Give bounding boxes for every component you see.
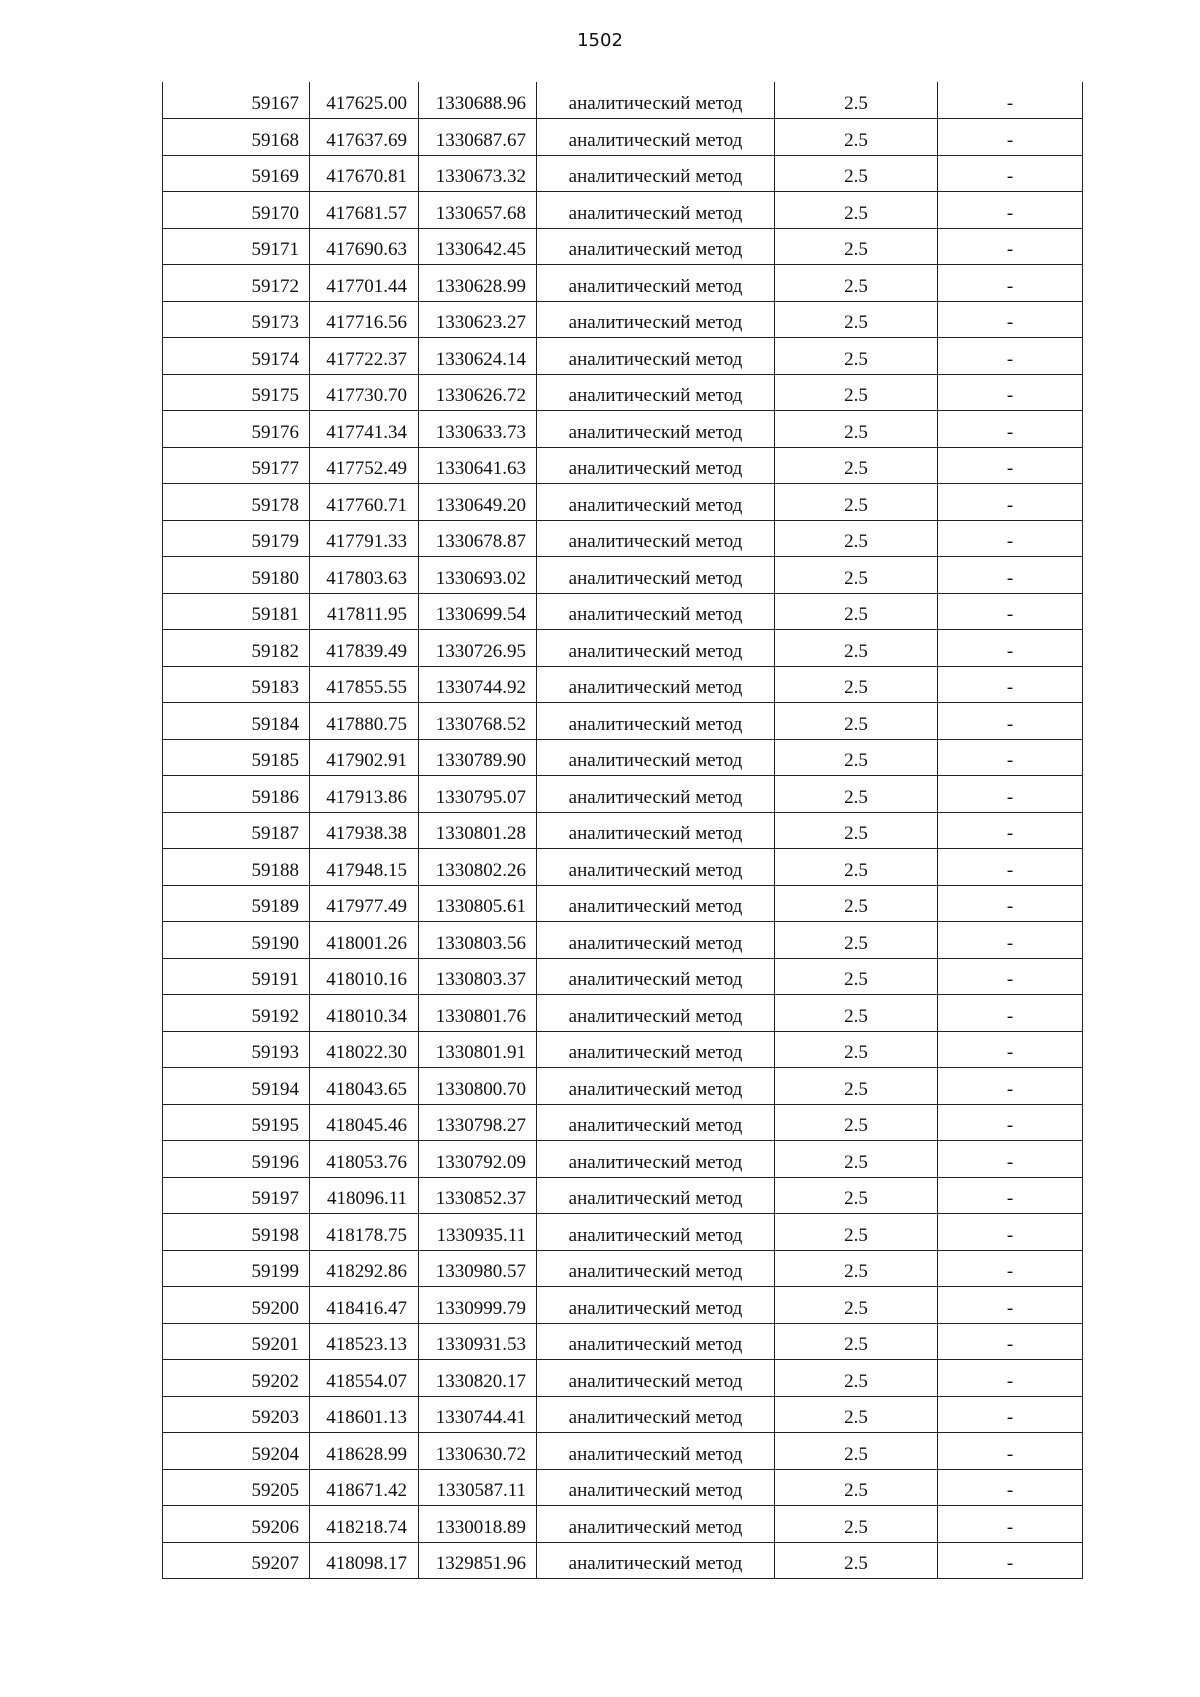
method-cell: аналитический метод bbox=[537, 1542, 775, 1579]
note-cell: - bbox=[938, 1323, 1083, 1360]
y-coordinate-cell: 1330744.41 bbox=[419, 1396, 537, 1433]
note-cell: - bbox=[938, 885, 1083, 922]
note-cell: - bbox=[938, 1506, 1083, 1543]
accuracy-cell: 2.5 bbox=[775, 447, 938, 484]
y-coordinate-cell: 1330018.89 bbox=[419, 1506, 537, 1543]
method-cell: аналитический метод bbox=[537, 776, 775, 813]
accuracy-cell: 2.5 bbox=[775, 922, 938, 959]
accuracy-cell: 2.5 bbox=[775, 1214, 938, 1251]
method-cell: аналитический метод bbox=[537, 1104, 775, 1141]
method-cell: аналитический метод bbox=[537, 1214, 775, 1251]
table-row bbox=[163, 447, 1083, 484]
point-number-cell: 59196 bbox=[163, 1141, 310, 1178]
x-coordinate-cell: 418045.46 bbox=[310, 1104, 419, 1141]
y-coordinate-cell: 1330693.02 bbox=[419, 557, 537, 594]
y-coordinate-cell: 1330935.11 bbox=[419, 1214, 537, 1251]
table-row bbox=[163, 374, 1083, 411]
table-row bbox=[163, 812, 1083, 849]
note-cell: - bbox=[938, 922, 1083, 959]
y-coordinate-cell: 1330628.99 bbox=[419, 265, 537, 302]
point-number-cell: 59204 bbox=[163, 1433, 310, 1470]
table-row bbox=[163, 520, 1083, 557]
coordinates-table bbox=[162, 82, 1083, 1579]
table-row bbox=[163, 1396, 1083, 1433]
note-cell: - bbox=[938, 1469, 1083, 1506]
note-cell: - bbox=[938, 411, 1083, 448]
y-coordinate-cell: 1330587.11 bbox=[419, 1469, 537, 1506]
accuracy-cell: 2.5 bbox=[775, 1068, 938, 1105]
method-cell: аналитический метод bbox=[537, 228, 775, 265]
method-cell: аналитический метод bbox=[537, 1506, 775, 1543]
table-row bbox=[163, 1214, 1083, 1251]
method-cell: аналитический метод bbox=[537, 265, 775, 302]
accuracy-cell: 2.5 bbox=[775, 1506, 938, 1543]
point-number-cell: 59206 bbox=[163, 1506, 310, 1543]
table-row bbox=[163, 995, 1083, 1032]
accuracy-cell: 2.5 bbox=[775, 1141, 938, 1178]
y-coordinate-cell: 1330624.14 bbox=[419, 338, 537, 375]
accuracy-cell: 2.5 bbox=[775, 849, 938, 886]
note-cell: - bbox=[938, 447, 1083, 484]
accuracy-cell: 2.5 bbox=[775, 411, 938, 448]
method-cell: аналитический метод bbox=[537, 1287, 775, 1324]
table-row bbox=[163, 885, 1083, 922]
accuracy-cell: 2.5 bbox=[775, 557, 938, 594]
y-coordinate-cell: 1330687.67 bbox=[419, 119, 537, 156]
point-number-cell: 59172 bbox=[163, 265, 310, 302]
table-row bbox=[163, 338, 1083, 375]
note-cell: - bbox=[938, 1031, 1083, 1068]
y-coordinate-cell: 1330801.91 bbox=[419, 1031, 537, 1068]
note-cell: - bbox=[938, 338, 1083, 375]
method-cell: аналитический метод bbox=[537, 1433, 775, 1470]
accuracy-cell: 2.5 bbox=[775, 1104, 938, 1141]
table-row bbox=[163, 1250, 1083, 1287]
x-coordinate-cell: 418292.86 bbox=[310, 1250, 419, 1287]
table-row bbox=[163, 1469, 1083, 1506]
y-coordinate-cell: 1330626.72 bbox=[419, 374, 537, 411]
accuracy-cell: 2.5 bbox=[775, 1177, 938, 1214]
x-coordinate-cell: 417716.56 bbox=[310, 301, 419, 338]
method-cell: аналитический метод bbox=[537, 155, 775, 192]
method-cell: аналитический метод bbox=[537, 411, 775, 448]
y-coordinate-cell: 1330630.72 bbox=[419, 1433, 537, 1470]
point-number-cell: 59178 bbox=[163, 484, 310, 521]
method-cell: аналитический метод bbox=[537, 1068, 775, 1105]
y-coordinate-cell: 1330801.28 bbox=[419, 812, 537, 849]
x-coordinate-cell: 418178.75 bbox=[310, 1214, 419, 1251]
point-number-cell: 59186 bbox=[163, 776, 310, 813]
point-number-cell: 59200 bbox=[163, 1287, 310, 1324]
method-cell: аналитический метод bbox=[537, 484, 775, 521]
y-coordinate-cell: 1330673.32 bbox=[419, 155, 537, 192]
note-cell: - bbox=[938, 593, 1083, 630]
note-cell: - bbox=[938, 119, 1083, 156]
method-cell: аналитический метод bbox=[537, 739, 775, 776]
note-cell: - bbox=[938, 630, 1083, 667]
x-coordinate-cell: 418218.74 bbox=[310, 1506, 419, 1543]
note-cell: - bbox=[938, 849, 1083, 886]
point-number-cell: 59192 bbox=[163, 995, 310, 1032]
method-cell: аналитический метод bbox=[537, 1396, 775, 1433]
note-cell: - bbox=[938, 1214, 1083, 1251]
accuracy-cell: 2.5 bbox=[775, 1250, 938, 1287]
y-coordinate-cell: 1330852.37 bbox=[419, 1177, 537, 1214]
y-coordinate-cell: 1329851.96 bbox=[419, 1542, 537, 1579]
table-row bbox=[163, 630, 1083, 667]
x-coordinate-cell: 417760.71 bbox=[310, 484, 419, 521]
point-number-cell: 59167 bbox=[163, 82, 310, 119]
note-cell: - bbox=[938, 666, 1083, 703]
point-number-cell: 59185 bbox=[163, 739, 310, 776]
method-cell: аналитический метод bbox=[537, 958, 775, 995]
table-row bbox=[163, 1542, 1083, 1579]
y-coordinate-cell: 1330699.54 bbox=[419, 593, 537, 630]
accuracy-cell: 2.5 bbox=[775, 301, 938, 338]
accuracy-cell: 2.5 bbox=[775, 593, 938, 630]
point-number-cell: 59170 bbox=[163, 192, 310, 229]
method-cell: аналитический метод bbox=[537, 885, 775, 922]
note-cell: - bbox=[938, 374, 1083, 411]
x-coordinate-cell: 418671.42 bbox=[310, 1469, 419, 1506]
accuracy-cell: 2.5 bbox=[775, 520, 938, 557]
table-row bbox=[163, 1506, 1083, 1543]
y-coordinate-cell: 1330678.87 bbox=[419, 520, 537, 557]
accuracy-cell: 2.5 bbox=[775, 192, 938, 229]
x-coordinate-cell: 417902.91 bbox=[310, 739, 419, 776]
method-cell: аналитический метод bbox=[537, 301, 775, 338]
method-cell: аналитический метод bbox=[537, 630, 775, 667]
accuracy-cell: 2.5 bbox=[775, 1031, 938, 1068]
y-coordinate-cell: 1330931.53 bbox=[419, 1323, 537, 1360]
accuracy-cell: 2.5 bbox=[775, 1360, 938, 1397]
table-row bbox=[163, 1360, 1083, 1397]
method-cell: аналитический метод bbox=[537, 922, 775, 959]
note-cell: - bbox=[938, 812, 1083, 849]
accuracy-cell: 2.5 bbox=[775, 995, 938, 1032]
accuracy-cell: 2.5 bbox=[775, 1469, 938, 1506]
x-coordinate-cell: 417880.75 bbox=[310, 703, 419, 740]
note-cell: - bbox=[938, 958, 1083, 995]
accuracy-cell: 2.5 bbox=[775, 1433, 938, 1470]
table-row bbox=[163, 593, 1083, 630]
y-coordinate-cell: 1330980.57 bbox=[419, 1250, 537, 1287]
x-coordinate-cell: 417791.33 bbox=[310, 520, 419, 557]
point-number-cell: 59174 bbox=[163, 338, 310, 375]
table-row bbox=[163, 1068, 1083, 1105]
x-coordinate-cell: 418601.13 bbox=[310, 1396, 419, 1433]
point-number-cell: 59188 bbox=[163, 849, 310, 886]
accuracy-cell: 2.5 bbox=[775, 739, 938, 776]
table-row bbox=[163, 1141, 1083, 1178]
x-coordinate-cell: 417752.49 bbox=[310, 447, 419, 484]
note-cell: - bbox=[938, 1542, 1083, 1579]
table-row bbox=[163, 922, 1083, 959]
point-number-cell: 59181 bbox=[163, 593, 310, 630]
table-row bbox=[163, 739, 1083, 776]
table-row bbox=[163, 849, 1083, 886]
y-coordinate-cell: 1330801.76 bbox=[419, 995, 537, 1032]
x-coordinate-cell: 417913.86 bbox=[310, 776, 419, 813]
point-number-cell: 59203 bbox=[163, 1396, 310, 1433]
point-number-cell: 59195 bbox=[163, 1104, 310, 1141]
accuracy-cell: 2.5 bbox=[775, 155, 938, 192]
method-cell: аналитический метод bbox=[537, 557, 775, 594]
accuracy-cell: 2.5 bbox=[775, 265, 938, 302]
table-row bbox=[163, 119, 1083, 156]
note-cell: - bbox=[938, 1177, 1083, 1214]
note-cell: - bbox=[938, 484, 1083, 521]
note-cell: - bbox=[938, 776, 1083, 813]
accuracy-cell: 2.5 bbox=[775, 630, 938, 667]
table-row bbox=[163, 301, 1083, 338]
method-cell: аналитический метод bbox=[537, 192, 775, 229]
note-cell: - bbox=[938, 520, 1083, 557]
table-row bbox=[163, 192, 1083, 229]
x-coordinate-cell: 417701.44 bbox=[310, 265, 419, 302]
y-coordinate-cell: 1330802.26 bbox=[419, 849, 537, 886]
x-coordinate-cell: 417803.63 bbox=[310, 557, 419, 594]
note-cell: - bbox=[938, 228, 1083, 265]
note-cell: - bbox=[938, 1360, 1083, 1397]
method-cell: аналитический метод bbox=[537, 849, 775, 886]
table-row bbox=[163, 411, 1083, 448]
y-coordinate-cell: 1330688.96 bbox=[419, 82, 537, 119]
y-coordinate-cell: 1330795.07 bbox=[419, 776, 537, 813]
accuracy-cell: 2.5 bbox=[775, 1287, 938, 1324]
note-cell: - bbox=[938, 995, 1083, 1032]
accuracy-cell: 2.5 bbox=[775, 82, 938, 119]
table-row bbox=[163, 557, 1083, 594]
method-cell: аналитический метод bbox=[537, 666, 775, 703]
x-coordinate-cell: 417730.70 bbox=[310, 374, 419, 411]
note-cell: - bbox=[938, 1104, 1083, 1141]
x-coordinate-cell: 417977.49 bbox=[310, 885, 419, 922]
note-cell: - bbox=[938, 703, 1083, 740]
table-row bbox=[163, 666, 1083, 703]
note-cell: - bbox=[938, 265, 1083, 302]
table-row bbox=[163, 1323, 1083, 1360]
x-coordinate-cell: 417741.34 bbox=[310, 411, 419, 448]
note-cell: - bbox=[938, 1141, 1083, 1178]
accuracy-cell: 2.5 bbox=[775, 1323, 938, 1360]
y-coordinate-cell: 1330642.45 bbox=[419, 228, 537, 265]
point-number-cell: 59202 bbox=[163, 1360, 310, 1397]
table-row bbox=[163, 1433, 1083, 1470]
x-coordinate-cell: 417670.81 bbox=[310, 155, 419, 192]
table-row bbox=[163, 265, 1083, 302]
accuracy-cell: 2.5 bbox=[775, 374, 938, 411]
x-coordinate-cell: 418628.99 bbox=[310, 1433, 419, 1470]
point-number-cell: 59198 bbox=[163, 1214, 310, 1251]
method-cell: аналитический метод bbox=[537, 1141, 775, 1178]
accuracy-cell: 2.5 bbox=[775, 958, 938, 995]
y-coordinate-cell: 1330657.68 bbox=[419, 192, 537, 229]
x-coordinate-cell: 417690.63 bbox=[310, 228, 419, 265]
method-cell: аналитический метод bbox=[537, 447, 775, 484]
accuracy-cell: 2.5 bbox=[775, 812, 938, 849]
y-coordinate-cell: 1330803.37 bbox=[419, 958, 537, 995]
x-coordinate-cell: 417839.49 bbox=[310, 630, 419, 667]
accuracy-cell: 2.5 bbox=[775, 1396, 938, 1433]
table-row bbox=[163, 703, 1083, 740]
table-row bbox=[163, 1287, 1083, 1324]
x-coordinate-cell: 418053.76 bbox=[310, 1141, 419, 1178]
method-cell: аналитический метод bbox=[537, 338, 775, 375]
method-cell: аналитический метод bbox=[537, 82, 775, 119]
x-coordinate-cell: 417625.00 bbox=[310, 82, 419, 119]
x-coordinate-cell: 418098.17 bbox=[310, 1542, 419, 1579]
accuracy-cell: 2.5 bbox=[775, 484, 938, 521]
method-cell: аналитический метод bbox=[537, 1031, 775, 1068]
x-coordinate-cell: 418010.16 bbox=[310, 958, 419, 995]
point-number-cell: 59207 bbox=[163, 1542, 310, 1579]
point-number-cell: 59205 bbox=[163, 1469, 310, 1506]
table-row bbox=[163, 484, 1083, 521]
y-coordinate-cell: 1330623.27 bbox=[419, 301, 537, 338]
point-number-cell: 59191 bbox=[163, 958, 310, 995]
table-row bbox=[163, 1104, 1083, 1141]
note-cell: - bbox=[938, 1250, 1083, 1287]
x-coordinate-cell: 418010.34 bbox=[310, 995, 419, 1032]
x-coordinate-cell: 417811.95 bbox=[310, 593, 419, 630]
y-coordinate-cell: 1330633.73 bbox=[419, 411, 537, 448]
point-number-cell: 59184 bbox=[163, 703, 310, 740]
table-row bbox=[163, 1031, 1083, 1068]
accuracy-cell: 2.5 bbox=[775, 666, 938, 703]
method-cell: аналитический метод bbox=[537, 812, 775, 849]
point-number-cell: 59169 bbox=[163, 155, 310, 192]
point-number-cell: 59183 bbox=[163, 666, 310, 703]
note-cell: - bbox=[938, 301, 1083, 338]
table-body bbox=[163, 82, 1083, 1579]
x-coordinate-cell: 418001.26 bbox=[310, 922, 419, 959]
y-coordinate-cell: 1330792.09 bbox=[419, 1141, 537, 1178]
note-cell: - bbox=[938, 1068, 1083, 1105]
point-number-cell: 59180 bbox=[163, 557, 310, 594]
accuracy-cell: 2.5 bbox=[775, 885, 938, 922]
table-row bbox=[163, 958, 1083, 995]
table-row bbox=[163, 776, 1083, 813]
x-coordinate-cell: 417938.38 bbox=[310, 812, 419, 849]
point-number-cell: 59171 bbox=[163, 228, 310, 265]
note-cell: - bbox=[938, 557, 1083, 594]
point-number-cell: 59197 bbox=[163, 1177, 310, 1214]
accuracy-cell: 2.5 bbox=[775, 119, 938, 156]
accuracy-cell: 2.5 bbox=[775, 338, 938, 375]
note-cell: - bbox=[938, 192, 1083, 229]
method-cell: аналитический метод bbox=[537, 1323, 775, 1360]
table-row bbox=[163, 1177, 1083, 1214]
method-cell: аналитический метод bbox=[537, 119, 775, 156]
point-number-cell: 59179 bbox=[163, 520, 310, 557]
x-coordinate-cell: 418416.47 bbox=[310, 1287, 419, 1324]
method-cell: аналитический метод bbox=[537, 1177, 775, 1214]
note-cell: - bbox=[938, 1433, 1083, 1470]
method-cell: аналитический метод bbox=[537, 374, 775, 411]
point-number-cell: 59193 bbox=[163, 1031, 310, 1068]
table-row bbox=[163, 228, 1083, 265]
table-row bbox=[163, 82, 1083, 119]
y-coordinate-cell: 1330820.17 bbox=[419, 1360, 537, 1397]
method-cell: аналитический метод bbox=[537, 1469, 775, 1506]
method-cell: аналитический метод bbox=[537, 1250, 775, 1287]
accuracy-cell: 2.5 bbox=[775, 1542, 938, 1579]
x-coordinate-cell: 417722.37 bbox=[310, 338, 419, 375]
accuracy-cell: 2.5 bbox=[775, 703, 938, 740]
x-coordinate-cell: 417948.15 bbox=[310, 849, 419, 886]
point-number-cell: 59177 bbox=[163, 447, 310, 484]
y-coordinate-cell: 1330805.61 bbox=[419, 885, 537, 922]
point-number-cell: 59176 bbox=[163, 411, 310, 448]
y-coordinate-cell: 1330800.70 bbox=[419, 1068, 537, 1105]
note-cell: - bbox=[938, 739, 1083, 776]
note-cell: - bbox=[938, 1287, 1083, 1324]
y-coordinate-cell: 1330999.79 bbox=[419, 1287, 537, 1324]
point-number-cell: 59187 bbox=[163, 812, 310, 849]
x-coordinate-cell: 417855.55 bbox=[310, 666, 419, 703]
x-coordinate-cell: 417681.57 bbox=[310, 192, 419, 229]
x-coordinate-cell: 418043.65 bbox=[310, 1068, 419, 1105]
y-coordinate-cell: 1330768.52 bbox=[419, 703, 537, 740]
point-number-cell: 59175 bbox=[163, 374, 310, 411]
point-number-cell: 59189 bbox=[163, 885, 310, 922]
table-row bbox=[163, 155, 1083, 192]
y-coordinate-cell: 1330798.27 bbox=[419, 1104, 537, 1141]
method-cell: аналитический метод bbox=[537, 593, 775, 630]
page-number: 1502 bbox=[577, 30, 623, 51]
method-cell: аналитический метод bbox=[537, 520, 775, 557]
method-cell: аналитический метод bbox=[537, 995, 775, 1032]
note-cell: - bbox=[938, 1396, 1083, 1433]
y-coordinate-cell: 1330726.95 bbox=[419, 630, 537, 667]
point-number-cell: 59173 bbox=[163, 301, 310, 338]
y-coordinate-cell: 1330744.92 bbox=[419, 666, 537, 703]
y-coordinate-cell: 1330649.20 bbox=[419, 484, 537, 521]
method-cell: аналитический метод bbox=[537, 703, 775, 740]
point-number-cell: 59168 bbox=[163, 119, 310, 156]
y-coordinate-cell: 1330641.63 bbox=[419, 447, 537, 484]
x-coordinate-cell: 418022.30 bbox=[310, 1031, 419, 1068]
y-coordinate-cell: 1330789.90 bbox=[419, 739, 537, 776]
point-number-cell: 59199 bbox=[163, 1250, 310, 1287]
y-coordinate-cell: 1330803.56 bbox=[419, 922, 537, 959]
accuracy-cell: 2.5 bbox=[775, 776, 938, 813]
point-number-cell: 59201 bbox=[163, 1323, 310, 1360]
point-number-cell: 59190 bbox=[163, 922, 310, 959]
x-coordinate-cell: 418096.11 bbox=[310, 1177, 419, 1214]
note-cell: - bbox=[938, 155, 1083, 192]
x-coordinate-cell: 418523.13 bbox=[310, 1323, 419, 1360]
accuracy-cell: 2.5 bbox=[775, 228, 938, 265]
point-number-cell: 59194 bbox=[163, 1068, 310, 1105]
x-coordinate-cell: 417637.69 bbox=[310, 119, 419, 156]
x-coordinate-cell: 418554.07 bbox=[310, 1360, 419, 1397]
note-cell: - bbox=[938, 82, 1083, 119]
method-cell: аналитический метод bbox=[537, 1360, 775, 1397]
point-number-cell: 59182 bbox=[163, 630, 310, 667]
